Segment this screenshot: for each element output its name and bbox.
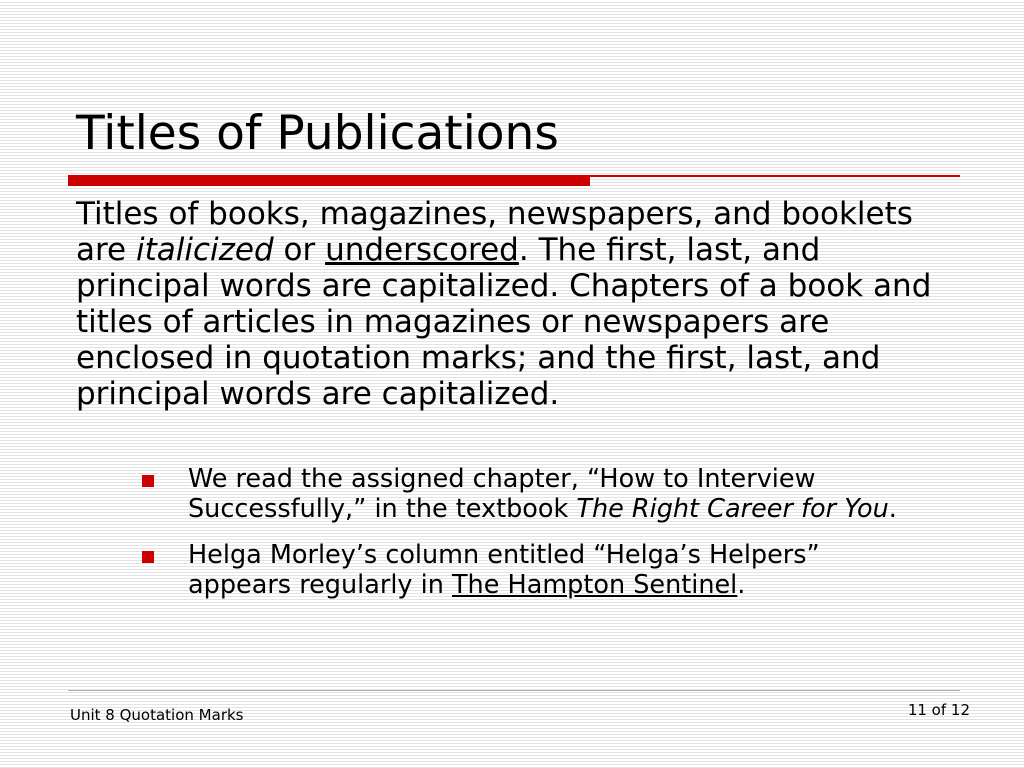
underscored-word: underscored	[325, 232, 519, 268]
main-paragraph	[76, 196, 956, 412]
title-underline-accent	[68, 176, 590, 186]
example-item-column	[142, 540, 902, 600]
slide-title: Titles of Publications	[76, 106, 559, 161]
red-square-bullet-icon	[142, 551, 154, 563]
paragraph-text-1: Titles of books, magazines, newspapers, and booklets are	[76, 196, 913, 268]
example-text: Helga Morley’s column entitled “Helga’s Helpers” appears regularly in	[188, 540, 820, 600]
example-book-title: The Right Career for You	[576, 494, 889, 524]
paragraph-text-3: . The first, last, and principal words are capitalized. Chapters of a book and titles of articles in magazines or newspapers are enclosed in quotation marks; and the first, last, and principal words are capitalized.	[76, 232, 932, 412]
example-item-chapter	[142, 464, 902, 524]
red-square-bullet-icon	[142, 475, 154, 487]
italicized-word: italicized	[136, 232, 274, 268]
example-text: We read the assigned chapter, “How to Interview Successfully,” in the textbook	[188, 464, 816, 524]
page-indicator: 11 of 12	[907, 701, 970, 719]
example-punctuation: .	[888, 494, 897, 524]
example-newspaper-title: The Hampton Sentinel	[451, 570, 738, 600]
example-list	[142, 464, 902, 616]
footer-divider	[68, 690, 960, 691]
example-punctuation: .	[737, 570, 746, 600]
paragraph-text-2: or	[273, 232, 326, 268]
footer-unit-label: Unit 8 Quotation Marks	[70, 706, 244, 724]
